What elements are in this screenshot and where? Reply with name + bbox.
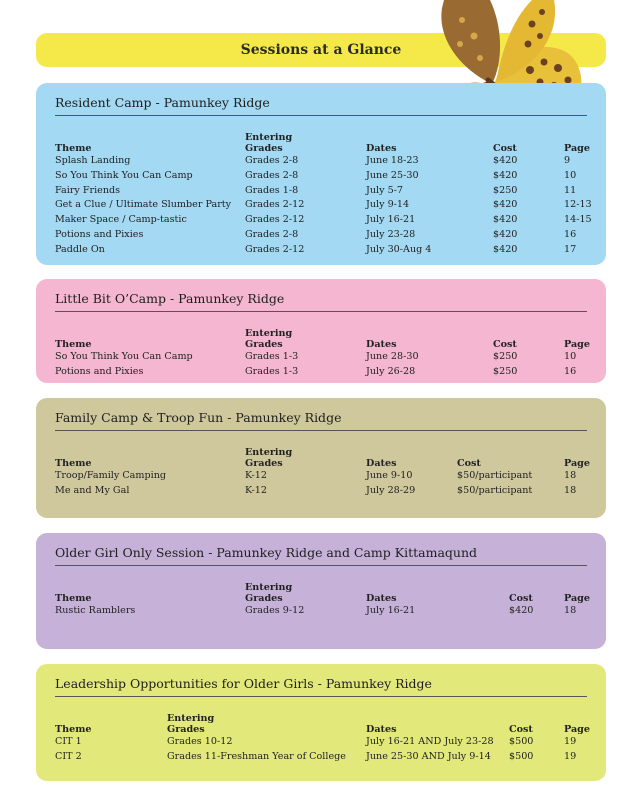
- table-header: [55, 124, 588, 154]
- grades-cell: Grades 2-8: [245, 169, 299, 181]
- theme-cell: Rustic Ramblers: [55, 605, 136, 616]
- entering-header: Entering: [245, 132, 293, 143]
- table-header: [55, 705, 588, 735]
- dates-cell: June 18-23: [366, 155, 419, 166]
- dates-cell: July 5-7: [366, 184, 404, 196]
- table-row: [55, 469, 588, 484]
- theme-cell: Maker Space / Camp-tastic: [55, 214, 187, 226]
- page-cell: 10: [564, 351, 577, 362]
- page-cell: 12-13: [564, 199, 592, 211]
- theme-cell: Troop/Family Camping: [55, 470, 167, 481]
- dates-cell: June 25-30: [366, 169, 419, 181]
- dates-cell: July 16-21: [366, 605, 416, 616]
- grades-cell: Grades 11-Freshman Year of College: [167, 750, 346, 762]
- cost-cell: $420: [493, 155, 518, 166]
- cost-cell: $420: [493, 228, 518, 240]
- grades-cell: K-12: [245, 470, 267, 481]
- page-header: Page: [564, 143, 590, 154]
- grades-cell: Grades 1-3: [245, 365, 299, 377]
- cost-cell: $420: [493, 243, 518, 255]
- dates-cell: June 28-30: [366, 351, 419, 362]
- cost-header: Cost: [457, 458, 481, 469]
- section-title: Family Camp & Troop Fun - Pamunkey Ridge: [55, 410, 587, 431]
- dates-header: Dates: [366, 143, 397, 154]
- grades-cell: Grades 2-12: [245, 214, 305, 226]
- cost-cell: $420: [493, 169, 518, 181]
- grades-cell: Grades 2-8: [245, 155, 299, 166]
- grades-header: Grades: [245, 458, 283, 469]
- table-row: [55, 228, 588, 243]
- page-cell: 16: [564, 228, 577, 240]
- page-cell: 18: [564, 605, 577, 616]
- cost-cell: $50/participant: [457, 484, 533, 496]
- grades-header: Grades: [245, 339, 283, 350]
- session-table: [55, 124, 592, 258]
- entering-header: Entering: [245, 582, 293, 593]
- page-header: Page: [564, 724, 590, 735]
- section-title: Little Bit O’Camp - Pamunkey Ridge: [55, 291, 587, 312]
- table-row: [55, 604, 588, 619]
- dates-header: Dates: [366, 724, 397, 735]
- grades-cell: Grades 2-12: [245, 243, 305, 255]
- session-table: [55, 439, 588, 499]
- theme-cell: Paddle On: [55, 243, 105, 255]
- resident-camp-card: [36, 83, 606, 265]
- page-header: Page: [564, 593, 590, 604]
- dates-cell: June 9-10: [366, 470, 413, 481]
- table-row: [55, 350, 588, 365]
- page-header: Page: [564, 339, 590, 350]
- theme-cell: Get a Clue / Ultimate Slumber Party: [55, 199, 232, 211]
- entering-header: Entering: [167, 713, 215, 724]
- cost-cell: $250: [493, 365, 518, 377]
- grades-header: Grades: [245, 143, 283, 154]
- theme-cell: So You Think You Can Camp: [55, 169, 193, 181]
- page-cell: 18: [564, 484, 577, 496]
- theme-header: Theme: [55, 593, 92, 604]
- grades-cell: Grades 10-12: [167, 736, 233, 747]
- table-row: [55, 484, 588, 499]
- grades-cell: Grades 1-3: [245, 351, 299, 362]
- theme-cell: Splash Landing: [55, 155, 131, 166]
- page-title: Sessions at a Glance: [240, 42, 402, 58]
- theme-header: Theme: [55, 143, 92, 154]
- session-table: [55, 574, 588, 619]
- section-title: Resident Camp - Pamunkey Ridge: [55, 95, 587, 116]
- dates-header: Dates: [366, 339, 397, 350]
- dates-cell: June 25-30 AND July 9-14: [366, 750, 491, 762]
- cost-cell: $500: [509, 736, 534, 747]
- theme-cell: CIT 2: [55, 750, 82, 762]
- theme-cell: So You Think You Can Camp: [55, 351, 193, 362]
- grades-header: Grades: [245, 593, 283, 604]
- cost-header: Cost: [509, 724, 533, 735]
- page-cell: 14-15: [564, 214, 592, 226]
- theme-cell: Potions and Pixies: [55, 228, 144, 240]
- grades-cell: Grades 9-12: [245, 605, 305, 616]
- cost-cell: $250: [493, 351, 518, 362]
- dates-cell: July 26-28: [366, 365, 416, 377]
- table-header: [55, 439, 588, 469]
- dates-cell: July 16-21 AND July 23-28: [366, 736, 494, 747]
- page-cell: 19: [564, 736, 577, 747]
- cost-cell: $420: [493, 214, 518, 226]
- page-cell: 16: [564, 365, 577, 377]
- table-row: [55, 735, 588, 750]
- cost-header: Cost: [493, 339, 517, 350]
- theme-cell: CIT 1: [55, 736, 82, 747]
- dates-header: Dates: [366, 458, 397, 469]
- dates-cell: July 16-21: [366, 214, 416, 226]
- table-row: [55, 169, 588, 184]
- section-title: Leadership Opportunities for Older Girls - Pamunkey Ridge: [55, 676, 587, 697]
- grades-cell: Grades 1-8: [245, 184, 299, 196]
- dates-cell: July 9-14: [366, 199, 410, 211]
- dates-cell: July 30-Aug 4: [366, 243, 432, 255]
- theme-header: Theme: [55, 339, 92, 350]
- family-camp-card: [36, 398, 606, 518]
- table-row: [55, 198, 592, 213]
- theme-header: Theme: [55, 458, 92, 469]
- theme-header: Theme: [55, 724, 92, 735]
- page-cell: 18: [564, 470, 577, 481]
- grades-cell: Grades 2-8: [245, 228, 299, 240]
- older-girl-card: [36, 533, 606, 649]
- grades-cell: Grades 2-12: [245, 199, 305, 211]
- cost-cell: $250: [493, 184, 518, 196]
- entering-header: Entering: [245, 447, 293, 458]
- theme-cell: Me and My Gal: [55, 484, 130, 496]
- dates-cell: July 23-28: [366, 228, 416, 240]
- page-cell: 10: [564, 169, 577, 181]
- theme-cell: Potions and Pixies: [55, 365, 144, 377]
- cost-cell: $50/participant: [457, 470, 533, 481]
- cost-header: Cost: [509, 593, 533, 604]
- cost-header: Cost: [493, 143, 517, 154]
- page-cell: 19: [564, 750, 577, 762]
- page-cell: 9: [564, 155, 571, 166]
- dates-cell: July 28-29: [366, 484, 416, 496]
- theme-cell: Fairy Friends: [55, 184, 121, 196]
- table-row: [55, 213, 592, 228]
- little-bit-camp-card: [36, 279, 606, 383]
- table-row: [55, 184, 588, 199]
- cost-cell: $420: [509, 605, 534, 616]
- section-title: Older Girl Only Session - Pamunkey Ridge and Camp Kittamaqund: [55, 545, 587, 566]
- session-table: [55, 320, 588, 380]
- table-row: [55, 154, 588, 169]
- grades-cell: K-12: [245, 484, 267, 496]
- entering-header: Entering: [245, 328, 293, 339]
- table-header: [55, 574, 588, 604]
- table-row: [55, 365, 588, 380]
- table-row: [55, 243, 588, 258]
- page-header: Page: [564, 458, 590, 469]
- leadership-card: [36, 664, 606, 781]
- session-table: [55, 705, 588, 765]
- dates-header: Dates: [366, 593, 397, 604]
- cost-cell: $420: [493, 199, 518, 211]
- cost-cell: $500: [509, 750, 534, 762]
- grades-header: Grades: [167, 724, 205, 735]
- page-cell: 11: [564, 184, 577, 196]
- page-cell: 17: [564, 243, 577, 255]
- table-header: [55, 320, 588, 350]
- table-row: [55, 750, 588, 765]
